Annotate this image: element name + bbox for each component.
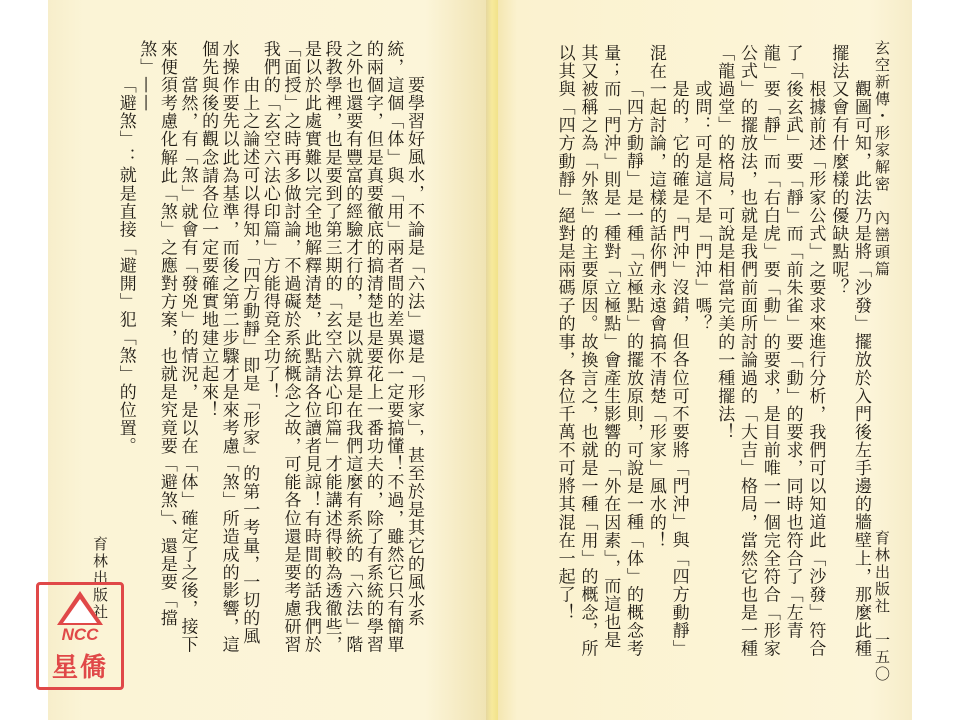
text-column: 我們的「玄空六法心印篇」方能得竟全功了！: [259, 40, 280, 401]
text-column: 擺法又會有什麼樣的優缺點呢？: [828, 44, 849, 297]
running-header: 玄空新傳・形家解密 內巒頭篇: [873, 40, 891, 278]
left-page-footer: 育林出版社: [91, 536, 109, 621]
text-column: 當然，有「煞」就會有「發兇」的情況，是以在「体」確定了之後，接下: [177, 76, 198, 654]
text-column: 是的，它的確是「門沖」沒錯，但各位可不要將「門沖」與「四方動靜」: [668, 80, 689, 658]
text-column: 根據前述「形家公式」之要求來進行分析，我們可以知道此「沙發」符合: [805, 80, 826, 658]
text-column: 或問：可是這不是「門沖」嗎？: [691, 80, 712, 333]
text-column: 其又被稱之為「外煞」的主要原因。故換言之，也就是一種「用」的概念，所: [577, 44, 598, 658]
text-column: 要學習好風水，不論是「六法」還是「形家」，甚至於是其它的風水系: [404, 76, 424, 628]
left-page-text: [112, 40, 424, 680]
book-gutter: [486, 0, 498, 720]
text-column: 段教學裡，也是要到了第三期的「玄空六法心印篇」才能講述得較為透徹些，: [321, 40, 342, 654]
right-page-text: [552, 44, 872, 684]
text-column: 煞」——: [136, 40, 157, 113]
watermark-logo: [36, 582, 124, 690]
text-column: 龍」要「靜」而「右白虎」要「動」的要求，是目前唯一一個完全符合「形家: [759, 44, 780, 658]
text-column: 觀圖可知，此法乃是將「沙發」擺放於入門後左手邊的牆壁上，那麼此種: [851, 80, 871, 658]
text-column: 的兩個字，但是真要徹底的搞清楚也是要花上一番功夫的，除了有系統的學習: [362, 40, 383, 654]
text-column: 量；而「門沖」則是一種對「立極點」會產生影響的「外在因素」，而這也是: [600, 44, 621, 650]
text-column: 「龍過堂」的格局，可說是相當完美的一種擺法！: [714, 44, 735, 442]
logo-name: 星僑: [51, 653, 108, 683]
text-column: 統，這個「体」與「用」兩者間的差異你一定要搞懂！不過，雖然它只有簡單: [383, 40, 404, 654]
text-column: 水操作要先以此為基準，而後之第二步驟才是來考慮「煞」所造成的影響，這: [218, 40, 239, 654]
text-column: 混在一起討論，這樣的話你們永遠會搞不清楚「形家」風水的！: [645, 44, 666, 550]
text-column: 由上之論述可以得知，「四方動靜」即是「形家」的第一考量，一切的風: [239, 76, 260, 646]
text-column: 「面授」之時再多做討論，不過礙於系統概念之故，可能各位還是要考慮研習: [280, 40, 301, 654]
text-column: 「避煞」：就是直接「避開」犯「煞」的位置。: [115, 76, 136, 456]
logo-mark: NCC: [61, 625, 99, 644]
text-column: 是以於此處實難以完全地解釋清楚，此點請各位讀者見諒！有時間的話我們於: [301, 40, 322, 654]
text-column: 「四方動靜」是一種「立極點」的擺放原則，可說是一種「体」的概念考: [623, 80, 644, 658]
triangle-icon-inner: [63, 599, 97, 623]
text-column: 公式」的擺放法，也就是我們前面所討論過的「大吉」格局，當然它也是一種: [737, 44, 758, 658]
text-column: 以其與「四方動靜」絕對是兩碼子的事，各位千萬不可將其混在一起了！: [554, 44, 575, 622]
text-column: 來便須考慮化解此「煞」之應對方案，也就是究竟要「避煞」、還是要「擋: [156, 40, 177, 628]
text-column: 了「後玄武」要「靜」而「前朱雀」要「動」的要求，同時也符合了「左青: [782, 44, 803, 640]
right-page-footer: 育林出版社 一五〇: [873, 530, 891, 683]
text-column: 個先與後的觀念請各位一定要確實地建立起來！: [198, 40, 219, 420]
text-column: 之外也還要有豐富的經驗才行的，是以就算是在我們這麼有系統的「六法」階: [342, 40, 363, 654]
